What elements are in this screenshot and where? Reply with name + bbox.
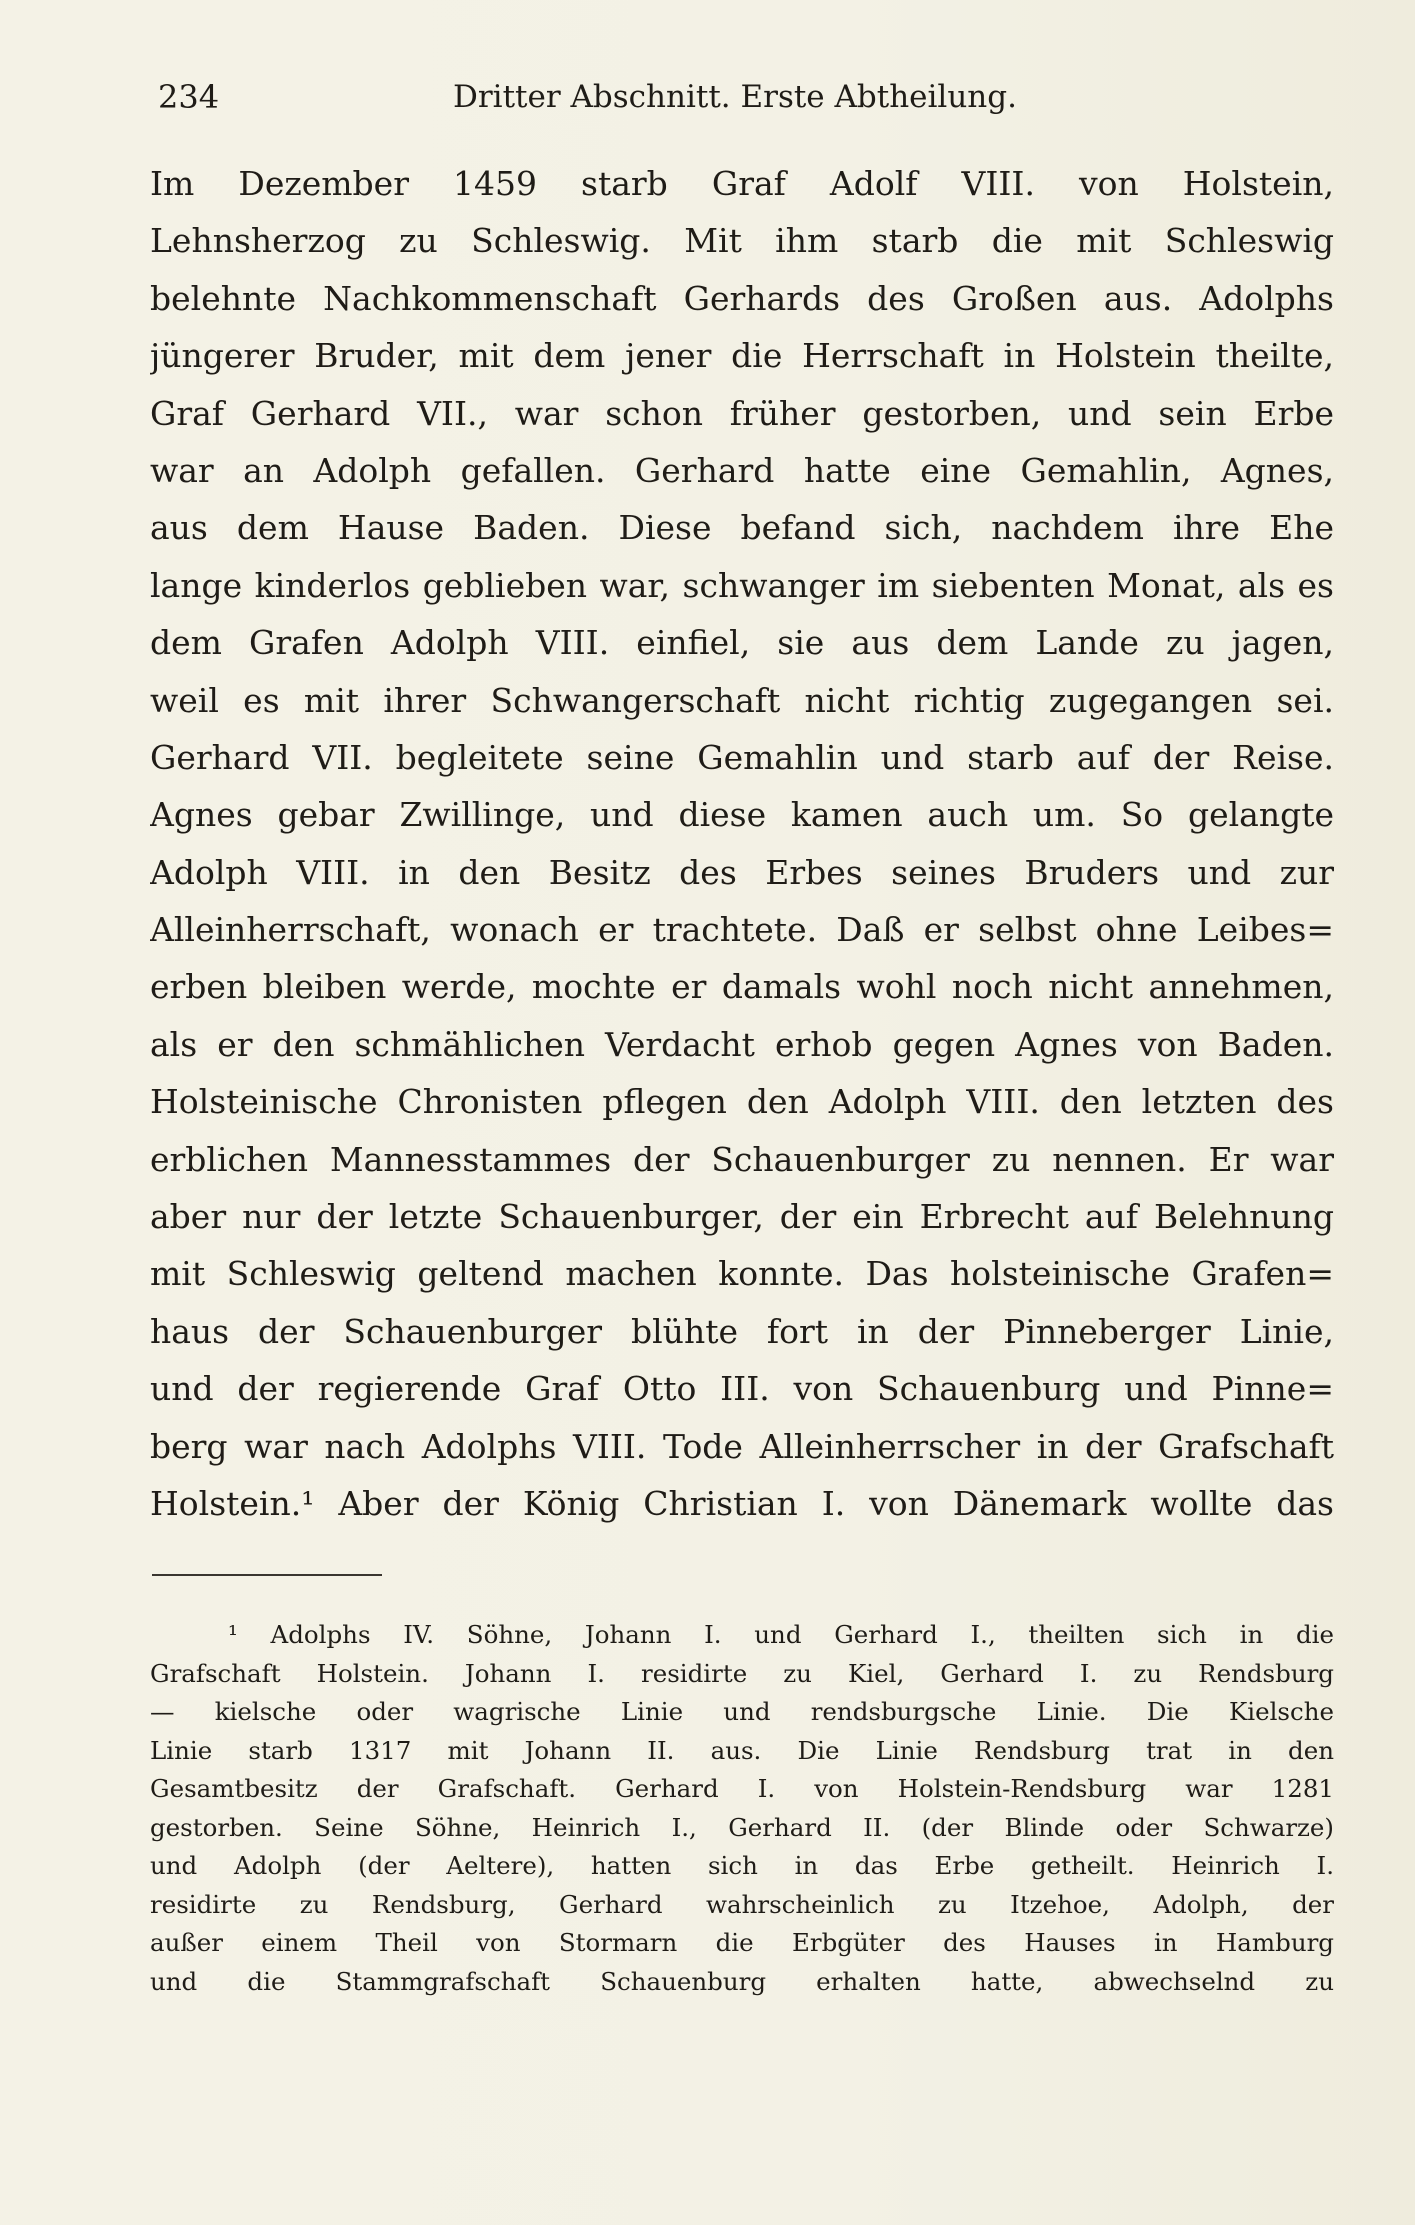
- text-line: aber nur der letzte Schauenburger, der ein Erbrecht auf Belehnung: [150, 1197, 1334, 1237]
- footnote-line: und die Stammgrafschaft Schauenburg erhalten hatte, abwechselnd zu: [150, 1966, 1334, 1996]
- text-line: Lehnsherzog zu Schleswig. Mit ihm starb die mit Schleswig: [150, 221, 1334, 261]
- page-number: 234: [158, 78, 220, 116]
- text-line: aus dem Hause Baden. Diese befand sich, nachdem ihre Ehe: [150, 508, 1334, 548]
- footnotes: [150, 1616, 1334, 2001]
- text-line: lange kinderlos geblieben war, schwanger im siebenten Monat, als es: [150, 565, 1334, 605]
- text-line: weil es mit ihrer Schwangerschaft nicht richtig zugegangen sei.: [150, 680, 1334, 720]
- text-line: berg war nach Adolphs VIII. Tode Alleinherrscher in der Grafschaft: [150, 1426, 1334, 1466]
- footnote-line: Linie starb 1317 mit Johann II. aus. Die Linie Rendsburg trat in den: [150, 1735, 1334, 1765]
- footnote-line: — kielsche oder wagrische Linie und rendsburgsche Linie. Die Kielsche: [150, 1697, 1334, 1726]
- footnote-line: Gesamtbesitz der Grafschaft. Gerhard I. von Holstein-Rendsburg war 1281: [150, 1774, 1334, 1803]
- footnote-line: Grafschaft Holstein. Johann I. residirte zu Kiel, Gerhard I. zu Rendsburg: [150, 1658, 1334, 1688]
- text-line: als er den schmählichen Verdacht erhob gegen Agnes von Baden.: [150, 1024, 1334, 1064]
- running-head: Dritter Abschnitt. Erste Abtheilung.: [453, 79, 1017, 115]
- text-line: Im Dezember 1459 starb Graf Adolf VIII. von Holstein,: [150, 164, 1334, 203]
- text-line: mit Schleswig geltend machen konnte. Das holsteinische Grafen=: [150, 1254, 1334, 1294]
- text-line: Alleinherrschaft, wonach er trachtete. Daß er selbst ohne Leibes=: [150, 910, 1334, 950]
- footnote-line: gestorben. Seine Söhne, Heinrich I., Gerhard II. (der Blinde oder Schwarze): [150, 1812, 1334, 1842]
- footnote-line: außer einem Theil von Stormarn die Erbgüter des Hauses in Hamburg: [150, 1928, 1334, 1957]
- text-line: Gerhard VII. begleitete seine Gemahlin und starb auf der Reise.: [150, 737, 1334, 777]
- text-line: belehnte Nachkommenschaft Gerhards des Großen aus. Adolphs: [150, 278, 1334, 318]
- text-line: und der regierende Graf Otto III. von Schauenburg und Pinne=: [150, 1369, 1334, 1409]
- text-line: Holsteinische Chronisten pflegen den Adolph VIII. den letzten des: [150, 1082, 1334, 1122]
- footnote-separator: [152, 1574, 382, 1576]
- footnote-line: residirte zu Rendsburg, Gerhard wahrscheinlich zu Itzehoe, Adolph, der: [150, 1889, 1334, 1919]
- text-line: Holstein.¹ Aber der König Christian I. von Dänemark wollte das: [150, 1483, 1334, 1523]
- page-header: [158, 72, 1058, 122]
- main-text: [150, 155, 1334, 1532]
- text-line: haus der Schauenburger blühte fort in der Pinneberger Linie,: [150, 1311, 1334, 1351]
- footnote-line: ¹ Adolphs IV. Söhne, Johann I. und Gerhard I., theilten sich in die: [228, 1620, 1334, 1649]
- text-line: dem Grafen Adolph VIII. einfiel, sie aus dem Lande zu jagen,: [150, 623, 1334, 663]
- text-line: Agnes gebar Zwillinge, und diese kamen auch um. So gelangte: [150, 795, 1334, 835]
- text-line: war an Adolph gefallen. Gerhard hatte eine Gemahlin, Agnes,: [150, 450, 1334, 490]
- text-line: erben bleiben werde, mochte er damals wohl noch nicht annehmen,: [150, 967, 1334, 1007]
- text-line: erblichen Mannesstammes der Schauenburger zu nennen. Er war: [150, 1139, 1334, 1179]
- text-line: Graf Gerhard VII., war schon früher gestorben, und sein Erbe: [150, 393, 1334, 433]
- text-line: Adolph VIII. in den Besitz des Erbes seines Bruders und zur: [150, 852, 1334, 892]
- footnote-line: und Adolph (der Aeltere), hatten sich in das Erbe getheilt. Heinrich I.: [150, 1851, 1334, 1880]
- text-line: jüngerer Bruder, mit dem jener die Herrschaft in Holstein theilte,: [150, 336, 1334, 376]
